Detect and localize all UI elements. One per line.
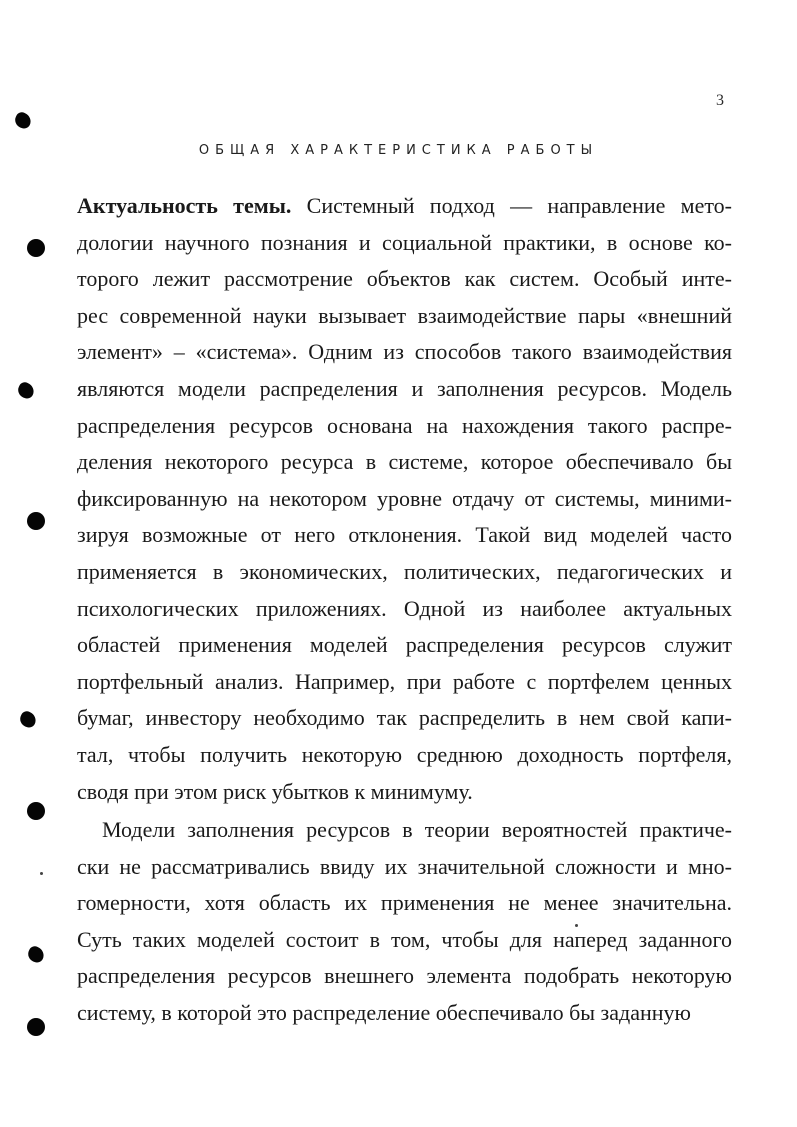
text-line [77, 193, 732, 219]
text-line [77, 266, 732, 292]
line-text: дологии научного познания и социальной практики, в основе ко- [77, 229, 732, 255]
line-text: областей применения моделей распределения ресурсов служит [77, 632, 732, 658]
lead-heading: Актуальность темы. [77, 193, 292, 218]
line-text: зируя возможные от него отклонения. Такой вид моделей часто [77, 522, 732, 548]
line-text: рес современной науки вызывает взаимодействие пары «внешний [77, 302, 732, 328]
text-line [77, 669, 732, 695]
line-text: применяется в экономических, политических, педагогических и [77, 559, 732, 584]
text-line [77, 522, 732, 548]
text-line [77, 742, 732, 768]
text-line [77, 705, 732, 731]
text-line [102, 817, 732, 843]
section-heading: ОБЩАЯ ХАРАКТЕРИСТИКА РАБОТЫ [198, 143, 599, 158]
text-line [77, 376, 732, 402]
line-text: систему, в которой это распределение обеспечивало бы заданную [77, 1000, 691, 1025]
line-text: распределения ресурсов основана на нахождения такого распре- [77, 412, 732, 438]
line-text: ски не рассматривались ввиду их значительной сложности и мно- [77, 853, 732, 879]
line-text: Модели заполнения ресурсов в теории вероятностей практиче- [102, 817, 732, 842]
text-line [77, 449, 732, 475]
punch-hole-mark [27, 512, 45, 530]
text-line [77, 779, 732, 805]
text-line [77, 413, 732, 439]
punch-hole-mark [27, 239, 45, 257]
text-line [77, 963, 732, 989]
text-line [77, 486, 732, 512]
line-text: психологических приложениях. Одной из наиболее актуальных [77, 595, 732, 621]
scan-speck [40, 872, 43, 875]
text-line [77, 596, 732, 622]
line-text: гомерности, хотя область их применения не менее значительна. [77, 890, 732, 916]
line-text: сводя при этом риск убытков к минимуму. [77, 778, 473, 804]
line-text: портфельный анализ. Например, при работе с портфелем ценных [77, 668, 732, 694]
line-text: распределения ресурсов внешнего элемента подобрать некоторую [77, 963, 732, 989]
text-line [77, 230, 732, 256]
line-text: деления некоторого ресурса в системе, которое обеспечивало бы [77, 449, 732, 475]
text-line [77, 339, 732, 365]
line-text: бумаг, инвестору необходимо так распределить в нем свой капи- [77, 705, 732, 731]
text-line [77, 890, 732, 916]
line-text: Суть таких моделей состоит в том, чтобы для наперед заданного [77, 926, 732, 952]
line-text: Системный подход — направление мето- [291, 193, 733, 218]
text-line [77, 559, 732, 585]
text-line [77, 854, 732, 880]
line-text: элемент» – «система». Одним из способов такого взаимодействия [77, 339, 732, 365]
text-line [77, 927, 732, 953]
line-text: тал, чтобы получить некоторую среднюю доходность портфеля, [77, 742, 732, 767]
text-line [77, 303, 732, 329]
line-text: торого лежит рассмотрение объектов как систем. Особый инте- [77, 266, 732, 292]
text-line [77, 1000, 732, 1026]
page-number: 3 [716, 92, 724, 109]
punch-hole-mark [27, 802, 45, 820]
punch-hole-mark [16, 380, 37, 400]
line-text: являются модели распределения и заполнения ресурсов. Модель [77, 376, 732, 401]
punch-hole-mark [13, 110, 34, 130]
punch-hole-mark [26, 944, 47, 964]
line-text: фиксированную на некотором уровне отдачу от системы, миними- [77, 485, 732, 511]
text-line [77, 632, 732, 658]
punch-hole-mark [27, 1018, 45, 1036]
punch-hole-mark [18, 709, 39, 729]
